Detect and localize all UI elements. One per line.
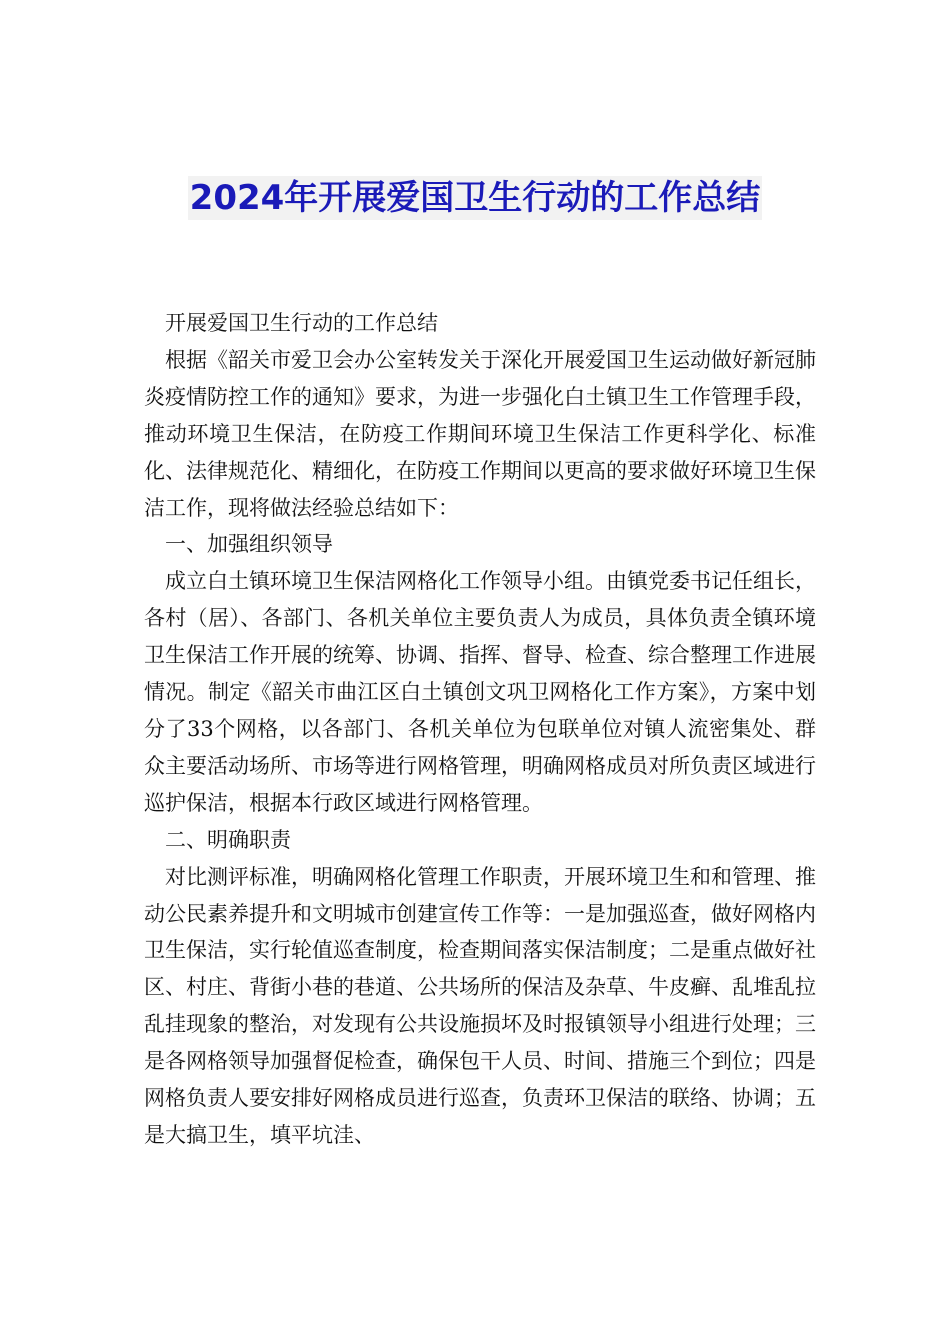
intro-paragraph: 根据《韶关市爱卫会办公室转发关于深化开展爱国卫生运动做好新冠肺炎疫情防控工作的通知》要求，为进一步强化白土镇卫生工作管理手段，推动环境卫生保洁，在防疫工作期间环境卫生保洁工作更科学化、标准化、法律规范化、精细化，在防疫工作期间以更高的要求做好环境卫生保洁工作，现将做法经验总结如下： <box>144 347 816 520</box>
section-heading-2: 二、明确职责 <box>165 827 291 852</box>
document-subtitle: 开展爱国卫生行动的工作总结 <box>165 311 438 335</box>
title-container <box>0 176 950 220</box>
section-heading-1: 一、加强组织领导 <box>165 532 333 557</box>
document-body <box>144 305 816 1154</box>
section-1-paragraph: 成立白土镇环境卫生保洁网格化工作领导小组。由镇党委书记任组长，各村（居）、各部门、各机关单位主要负责人为成员，具体负责全镇环境卫生保洁工作开展的统筹、协调、指挥、督导、检查、综合整理工作进展情况。制定《韶关市曲江区白土镇创文巩卫网格化工作方案》，方案中划分了33个网格，以各部门、各机关单位为包联单位对镇人流密集处、群众主要活动场所、市场等进行网格管理，明确网格成员对所负责区域进行巡护保洁，根据本行政区域进行网格管理。 <box>144 569 816 815</box>
document-title: 2024年开展爱国卫生行动的工作总结 <box>189 178 761 218</box>
section-2-paragraph: 对比测评标准，明确网格化管理工作职责，开展环境卫生和和管理、推动公民素养提升和文明城市创建宣传工作等：一是加强巡查，做好网格内卫生保洁，实行轮值巡查制度，检查期间落实保洁制度；二是重点做好社区、村庄、背街小巷的巷道、公共场所的保洁及杂草、牛皮癣、乱堆乱拉乱挂现象的整治，对发现有公共设施损坏及时报镇领导小组进行处理；三是各网格领导加强督促检查，确保包干人员、时间、措施三个到位；四是网格负责人要安排好网格成员进行巡查，负责环卫保洁的联络、协调；五是大搞卫生，填平坑洼、 <box>144 864 816 1147</box>
